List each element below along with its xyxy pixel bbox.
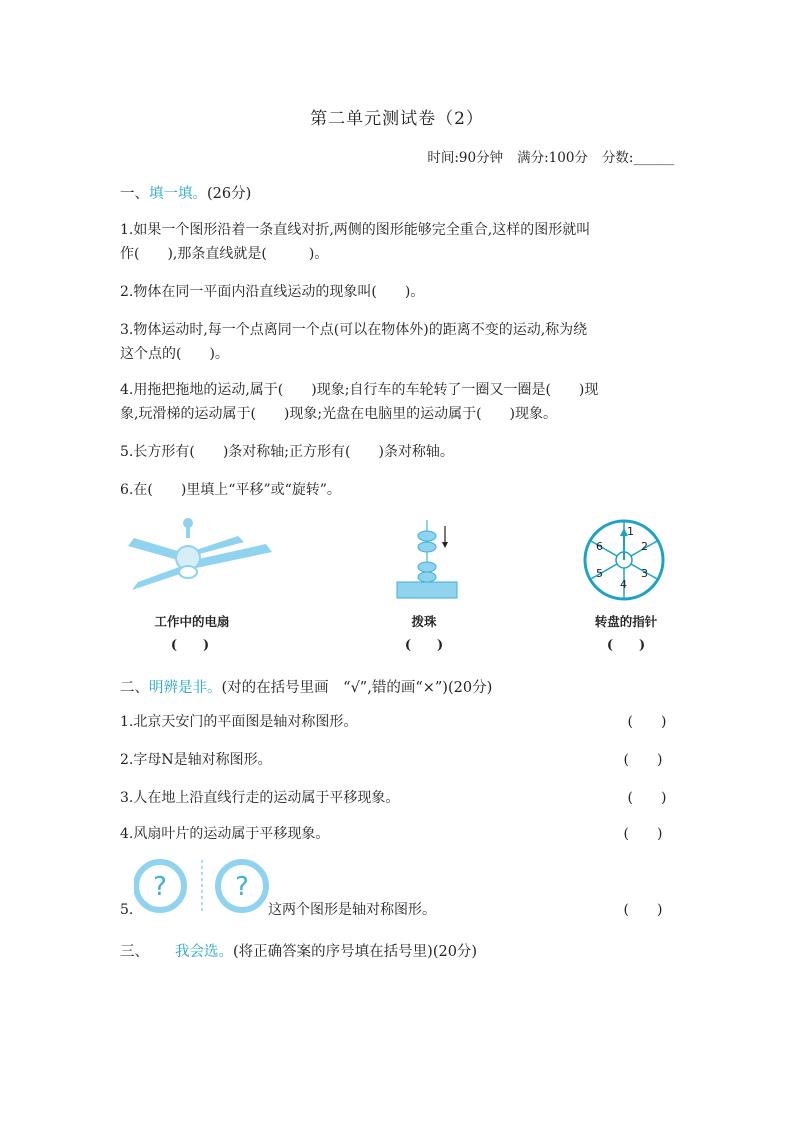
judge-question-5-text: 这两个图形是轴对称图形。 [268,902,436,918]
wheel-number-3: 3 [641,567,648,580]
question-6: 6.在( )里填上“平移”或“旋转”。 [120,482,341,498]
judge-answer-2[interactable]: ( ) [623,752,663,768]
question-mark-left: ? [153,872,167,902]
full-score-info: 满分:100分 [517,150,588,166]
wheel-number-2: 2 [641,540,648,553]
caption-fan: 工作中的电扇 [154,614,230,629]
answer-blank-fan[interactable]: ( ) [170,638,210,653]
answer-blank-abacus[interactable]: ( ) [404,638,444,653]
exam-meta [427,146,674,166]
spinner-wheel-image [582,518,666,602]
judge-answer-4[interactable]: ( ) [623,826,663,842]
caption-abacus: 拨珠 [411,614,437,629]
section-3-heading: 三、 我会选。(将正确答案的序号填在括号里)(20分) [120,944,478,960]
section-2-name: 明辨是非。 [149,680,222,696]
judge-question-2: 2.字母N是轴对称图形。 [120,752,272,768]
wheel-number-5: 5 [596,567,603,580]
question-2: 2.物体在同一平面内沿直线运动的现象叫( )。 [120,284,425,300]
score-field[interactable]: 分数:______ [601,150,674,166]
question-1: 1.如果一个图形沿着一条直线对折,两侧的图形能够完全重合,这样的图形就叫 作( ),那条直线就是( )。 [120,222,591,262]
judge-question-3: 3.人在地上沿直线行走的运动属于平移现象。 [120,790,400,806]
question-5: 5.长方形有( )条对称轴;正方形有( )条对称轴。 [120,444,454,460]
abacus-bead-image [393,518,463,600]
answer-blank-spinner[interactable]: ( ) [606,638,646,653]
judge-question-1: 1.北京天安门的平面图是轴对称图形。 [120,714,358,730]
wheel-number-1: 1 [627,525,634,538]
question-4: 4.用拖把拖地的运动,属于( )现象;自行车的车轮转了一圈又一圈是( )现 象,玩滑梯的运动属于( )现象;光盘在电脑里的运动属于( )现象。 [120,382,599,422]
judge-question-4: 4.风扇叶片的运动属于平移现象。 [120,826,330,842]
wheel-number-6: 6 [596,540,603,553]
section-1-name: 填一填。 [149,186,207,202]
section-3-name: 我会选。 [175,944,233,960]
question-3: 3.物体运动时,每一个点离同一个点(可以在物体外)的距离不变的运动,称为绕 这个点的( )。 [120,322,588,362]
judge-answer-1[interactable]: ( ) [627,714,667,730]
caption-spinner: 转盘的指针 [594,614,658,629]
section-1-heading: 一、填一填。(26分) [120,186,252,202]
ceiling-fan-image [126,518,276,596]
section-2-heading: 二、明辨是非。(对的在括号里画 “√”,错的画“×”)(20分) [120,680,493,696]
judge-question-5-number: 5. [120,902,134,918]
page-title: 第二单元测试卷（2） [310,109,484,129]
time-info: 时间:90分钟 [427,150,504,166]
symmetric-figures-image [134,858,270,914]
question-mark-right: ? [235,872,249,902]
wheel-number-4: 4 [620,578,627,591]
judge-answer-3[interactable]: ( ) [627,790,667,806]
judge-answer-5[interactable]: ( ) [623,902,663,918]
